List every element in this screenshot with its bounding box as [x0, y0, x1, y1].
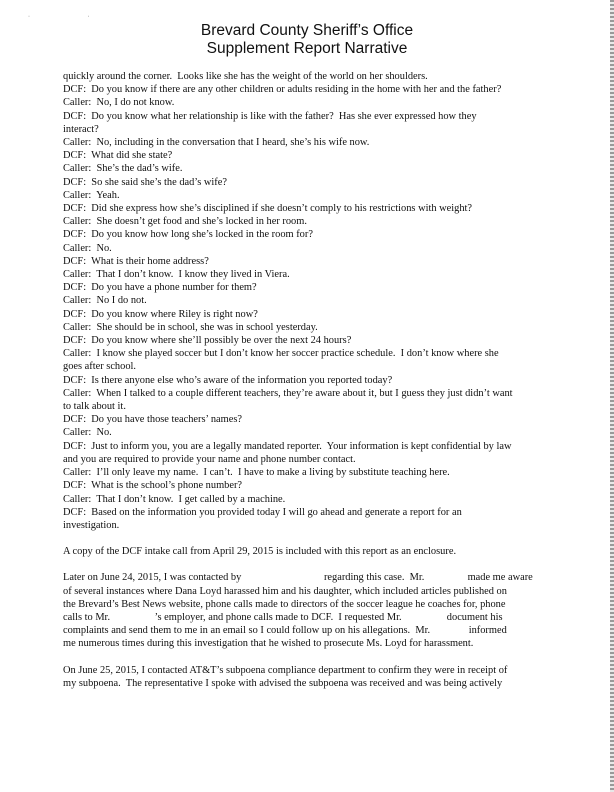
paragraph-line: On June 25, 2015, I contacted AT&T’s subpoena compliance department to confirm they were in receipt of: [63, 664, 508, 676]
report-header: [0, 22, 614, 58]
transcript-line: Caller: No, I do not know.: [63, 97, 175, 109]
transcript-line: to talk about it.: [63, 401, 126, 413]
transcript-line: DCF: So she said she’s the dad’s wife?: [63, 176, 227, 188]
paragraph-line: my subpoena. The representative I spoke with advised the subpoena was received and was being actively: [63, 677, 503, 689]
transcript-line: Caller: When I talked to a couple different teachers, they’re aware about it, but I guess they just didn’t want: [63, 387, 513, 399]
transcript-line: DCF: What did she state?: [63, 150, 173, 162]
transcript-line: DCF: Do you know where Riley is right now?: [63, 308, 258, 320]
transcript-line: Caller: I know she played soccer but I don’t know her soccer practice schedule. I don’t know where she: [63, 348, 499, 360]
redaction-box: [427, 571, 465, 584]
transcript-line: DCF: What is the school’s phone number?: [63, 480, 243, 492]
transcript-line: Caller: No.: [63, 242, 112, 254]
call-transcript: [63, 70, 543, 532]
june24-paragraph: [63, 571, 543, 650]
report-subtitle: Supplement Report Narrative: [206, 40, 408, 57]
scan-specks: · ·: [28, 14, 118, 20]
paragraph-line: calls to Mr. ’s employer, and phone calls made to DCF. I requested Mr. document his: [63, 611, 503, 623]
paragraph-line: of several instances where Dana Loyd harassed him and his daughter, which included articles published on: [63, 585, 507, 597]
redaction-box: [244, 571, 324, 584]
agency-title: Brevard County Sheriff’s Office: [200, 22, 414, 39]
redaction-box: [433, 624, 469, 637]
transcript-line: Caller: She’s the dad’s wife.: [63, 163, 183, 175]
transcript-line: Caller: I’ll only leave my name. I can’t. I have to make a living by substitute teaching here.: [63, 467, 450, 479]
transcript-line: DCF: Just to inform you, you are a legally mandated reporter. Your information is kept confidential by law: [63, 440, 512, 452]
redaction-box: [404, 611, 444, 624]
transcript-line: DCF: What is their home address?: [63, 255, 209, 267]
paragraph-line: Later on June 24, 2015, I was contacted by regarding this case. Mr. made me aware: [63, 572, 533, 584]
transcript-line: Caller: That I don’t know. I get called by a machine.: [63, 493, 286, 505]
transcript-line: Caller: She doesn’t get food and she’s locked in her room.: [63, 216, 307, 228]
page-edge: [610, 0, 614, 792]
transcript-line: DCF: Do you have a phone number for them?: [63, 282, 257, 294]
transcript-line: DCF: Do you have those teachers’ names?: [63, 414, 242, 426]
transcript-line: Caller: No.: [63, 427, 112, 439]
transcript-line: investigation.: [63, 519, 120, 531]
redaction-box: [113, 611, 155, 624]
enclosure-paragraph: A copy of the DCF intake call from April 29, 2015 is included with this report as an enclosure.: [63, 546, 457, 558]
transcript-line: Caller: That I don’t know. I know they lived in Viera.: [63, 269, 290, 281]
transcript-line: DCF: Do you know if there are any other children or adults residing in the home with her and the father?: [63, 84, 502, 96]
transcript-line: Caller: Yeah.: [63, 189, 120, 201]
transcript-line: quickly around the corner. Looks like she has the weight of the world on her shoulders.: [63, 71, 428, 82]
transcript-line: Caller: She should be in school, she was in school yesterday.: [63, 321, 318, 333]
paragraph-line: complaints and send them to me in an email so I could follow up on his allegations. Mr. informed: [63, 625, 507, 637]
transcript-line: DCF: Did she express how she’s disciplined if she doesn’t comply to his restrictions with weight?: [63, 203, 473, 215]
transcript-line: Caller: No, including in the conversation that I heard, she’s his wife now.: [63, 137, 370, 149]
narrative-body: [63, 70, 543, 690]
transcript-line: Caller: No I do not.: [63, 295, 147, 307]
transcript-line: interact?: [63, 123, 99, 135]
transcript-line: DCF: Do you know how long she’s locked in the room for?: [63, 229, 313, 241]
transcript-line: DCF: Based on the information you provided today I will go ahead and generate a report for an: [63, 506, 462, 518]
transcript-line: DCF: Do you know what her relationship is like with the father? Has she ever expressed how they: [63, 110, 477, 122]
paragraph-line: me numerous times during this investigation that he wished to prosecute Ms. Loyd for harassment.: [63, 638, 474, 650]
june25-paragraph: [63, 664, 543, 690]
transcript-line: DCF: Do you know where she’ll possibly be over the next 24 hours?: [63, 335, 352, 347]
paragraph-line: the Brevard’s Best News website, phone calls made to directors of the soccer league he coaches for, phone: [63, 598, 506, 610]
transcript-line: goes after school.: [63, 361, 136, 373]
transcript-line: and you are required to provide your name and phone number contact.: [63, 453, 356, 465]
transcript-line: DCF: Is there anyone else who’s aware of the information you reported today?: [63, 374, 393, 386]
